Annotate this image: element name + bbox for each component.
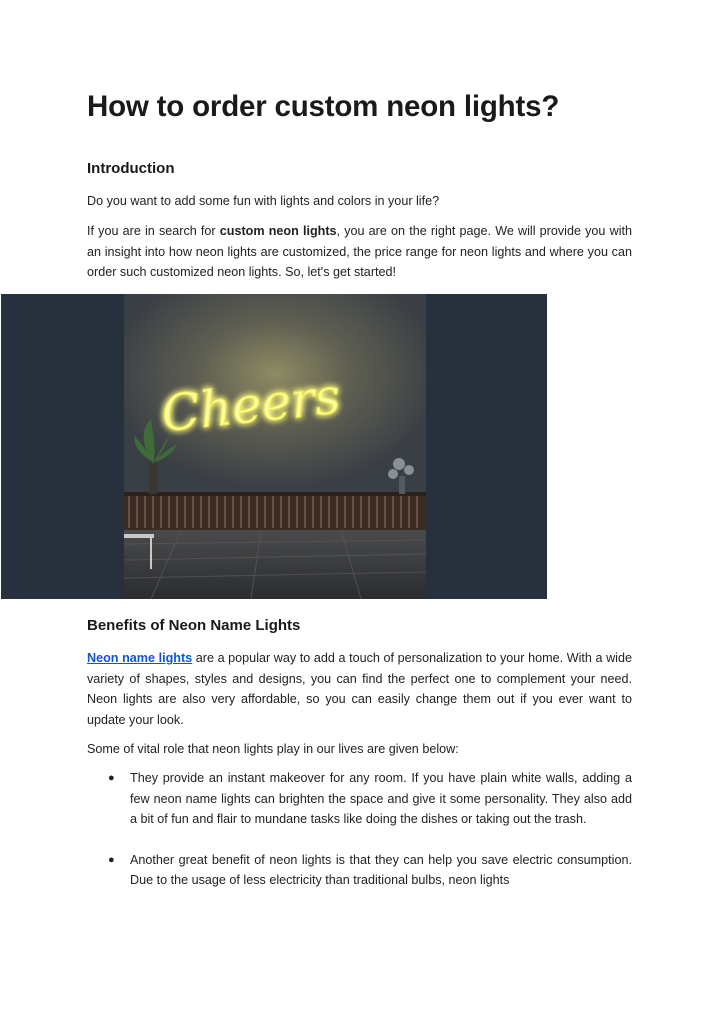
intro-paragraph-1: Do you want to add some fun with lights and colors in your life? (87, 194, 440, 208)
bullet-icon: ● (108, 853, 115, 866)
hero-image (1, 294, 547, 599)
bullet-icon: ● (108, 772, 115, 784)
bold-keyword: custom neon lights (219, 224, 337, 238)
benefits-paragraph-1: Neon name lights are a popular way to add a touch of personalization to your home. With a wide variety of shapes, styles and designs, you can find the perfect one to complement your need. Neon lights are also very affordable, so you can easily change them out if you ever want to update your look. (87, 651, 632, 727)
list-item: ● Another great benefit of neon lights is that they can help you save electric consumption. Due to the usage of less electricity than traditional bulbs, neon lights (87, 850, 632, 891)
intro-paragraph-2: If you are in search for custom neon lights, you are on the right page. We will provide you with an insight into how neon lights are customized, the price range for neon lights and where you can order such customized neon lights. So, let's get started! (87, 224, 632, 279)
neon-name-lights-link[interactable]: Neon name lights (87, 651, 193, 665)
benefits-heading: Benefits of Neon Name Lights (87, 617, 301, 634)
benefits-paragraph-2: Some of vital role that neon lights play in our lives are given below: (87, 742, 459, 756)
neon-sign-text: Cheers (158, 366, 344, 444)
list-item: ● They provide an instant makeover for any room. If you have plain white walls, adding a few neon name lights can brighten the space and give it some personality. They also add a bit of fun and flair to mundane tasks like doing the dishes or taking out the trash. (87, 768, 632, 830)
neon-sign-photo (1, 294, 547, 599)
benefits-list (87, 768, 632, 911)
page-title: How to order custom neon lights? (87, 90, 560, 123)
intro-heading: Introduction (87, 160, 175, 177)
